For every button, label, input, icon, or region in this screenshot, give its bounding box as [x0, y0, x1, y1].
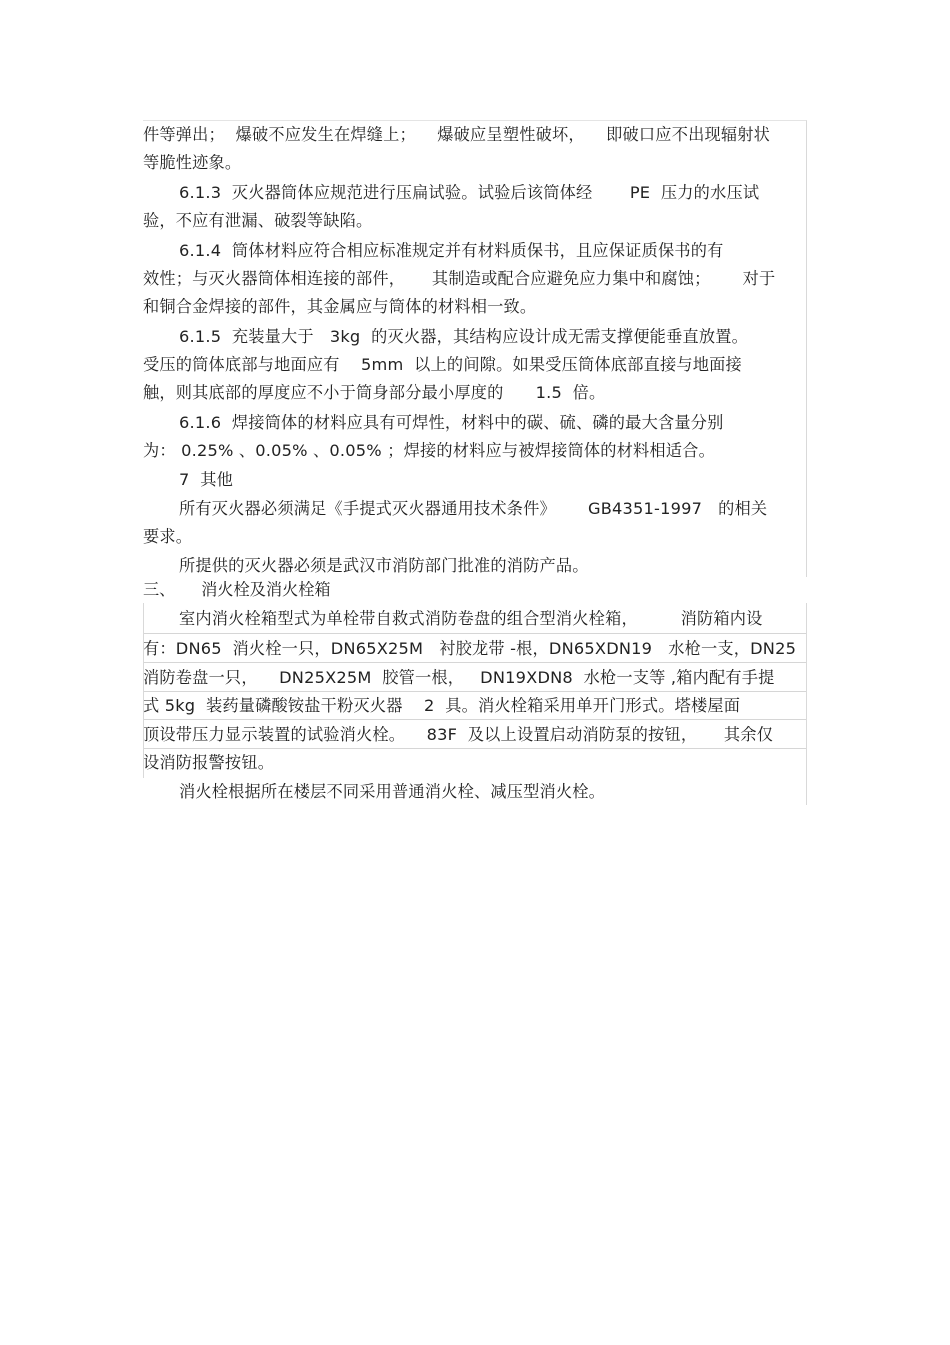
paragraph-line: 触，则其底部的厚度应不小于筒身部分最小厚度的 1.5 倍。	[143, 383, 606, 402]
paragraph-line: 要求。	[143, 527, 193, 546]
section-heading-3: 三、 消火栓及消火栓箱	[143, 580, 331, 599]
paragraph-line: 受压的筒体底部与地面应有 5mm 以上的间隙。如果受压筒体底部直接与地面接	[143, 355, 742, 374]
paragraph-line: 件等弹出； 爆破不应发生在焊缝上； 爆破应呈塑性破坏， 即破口应不出现辐射状	[143, 125, 771, 144]
table-rule	[143, 662, 806, 663]
paragraph-line: 所有灭火器必须满足《手提式灭火器通用技术条件》 GB4351-1997 的相关	[179, 499, 768, 518]
paragraph-line: 顶设带压力显示装置的试验消火栓。 83F 及以上设置启动消防泵的按钮， 其余仅	[143, 725, 774, 744]
paragraph-line: 为： 0.25% 、0.05% 、0.05% ；焊接的材料应与被焊接筒体的材料相适合。	[143, 441, 715, 460]
paragraph-line: 6.1.6 焊接筒体的材料应具有可焊性，材料中的碳、硫、磷的最大含量分别	[179, 413, 724, 432]
table-rule	[143, 633, 806, 634]
fire-extinguisher-requirements-section	[143, 120, 807, 577]
paragraph-line: 消防卷盘一只， DN25X25M 胶管一根， DN19XDN8 水枪一支等 ,箱内配有手提	[143, 668, 775, 687]
paragraph-line: 效性；与灭火器筒体相连接的部件， 其制造或配合应避免应力集中和腐蚀； 对于	[143, 269, 776, 288]
paragraph-line: 室内消火栓箱型式为单栓带自救式消防卷盘的组合型消火栓箱， 消防箱内设	[179, 609, 763, 628]
section-heading-7: 7 其他	[179, 470, 233, 489]
table-rule	[143, 748, 806, 749]
paragraph-line: 有：DN65 消火栓一只，DN65X25M 衬胶龙带 -根，DN65XDN19 水枪一支，DN25	[143, 639, 797, 658]
paragraph-line: 验，不应有泄漏、破裂等缺陷。	[143, 211, 373, 230]
table-left-rule	[143, 603, 144, 778]
paragraph-line: 和铜合金焊接的部件，其金属应与筒体的材料相一致。	[143, 297, 537, 316]
paragraph-line: 6.1.5 充装量大于 3kg 的灭火器，其结构应设计成无需支撑便能垂直放置。	[179, 327, 749, 346]
table-rule	[143, 691, 806, 692]
paragraph-line: 式 5kg 装药量磷酸铵盐干粉灭火器 2 具。消火栓箱采用单开门形式。塔楼屋面	[143, 696, 741, 715]
paragraph-line: 所提供的灭火器必须是武汉市消防部门批准的消防产品。	[179, 556, 589, 575]
paragraph-line: 6.1.3 灭火器筒体应规范进行压扁试验。试验后该筒体经 PE 压力的水压试	[179, 183, 760, 202]
paragraph-line: 等脆性迹象。	[143, 153, 242, 172]
paragraph-line: 消火栓根据所在楼层不同采用普通消火栓、减压型消火栓。	[179, 782, 606, 801]
paragraph-line: 6.1.4 筒体材料应符合相应标准规定并有材料质保书，且应保证质保书的有	[179, 241, 724, 260]
table-rule	[143, 719, 806, 720]
paragraph-line: 设消防报警按钮。	[143, 753, 275, 772]
